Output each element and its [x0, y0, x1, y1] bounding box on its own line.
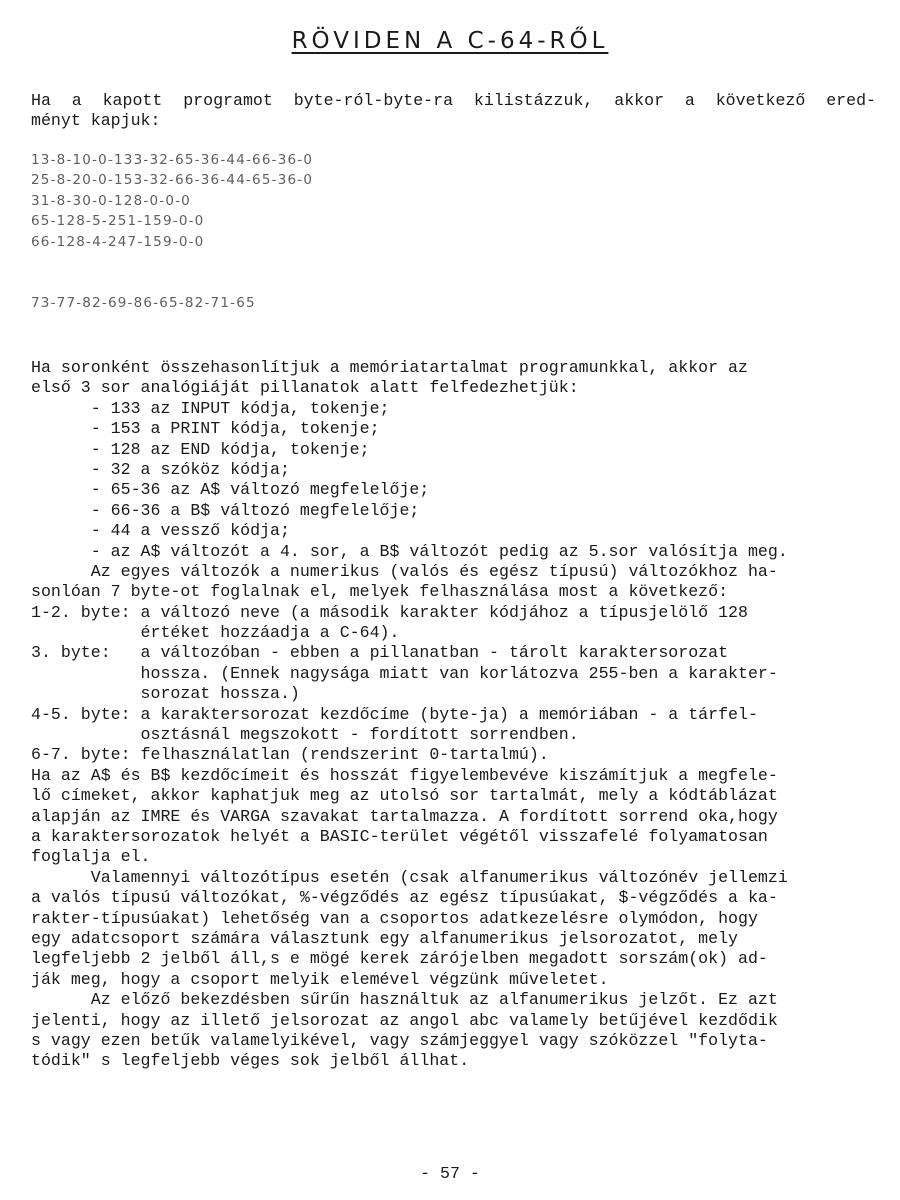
list-item: - az A$ változót a 4. sor, a B$ változót pedig az 5.sor valósítja meg.	[31, 541, 788, 561]
listing-line: 13-8-10-0-133-32-65-36-44-66-36-0	[31, 152, 314, 168]
text-line: egy adatcsoport számára választunk egy alfanumerikus jelsorozatot, mely	[31, 928, 739, 948]
list-item: - 133 az INPUT kódja, tokenje;	[31, 398, 390, 418]
text-line: ményt kapjuk:	[31, 111, 161, 131]
page-number: - 57 -	[420, 1164, 480, 1183]
text-line: Ha a kapott programot byte-ról-byte-ra kilistázzuk, akkor a következő ered-	[31, 91, 876, 110]
intro-paragraph	[31, 91, 876, 132]
byte-description: 6-7. byte: felhasználatlan (rendszerint 0-tartalmú).	[31, 745, 549, 765]
page-title: RÖVIDEN A C-64-RŐL	[291, 28, 609, 54]
list-item: - 65-36 az A$ változó megfelelője;	[31, 480, 430, 500]
text-line: a karaktersorozatok helyét a BASIC-terület végétől visszafelé folyamatosan	[31, 826, 768, 846]
text-line: Ha soronként összehasonlítjuk a memóriatartalmat programunkkal, akkor az	[31, 358, 748, 377]
byte-listing	[31, 150, 551, 252]
byte-description: hossza. (Ennek nagysága miatt van korlátozva 255-ben a karakter-	[31, 663, 778, 683]
text-line: foglalja el.	[31, 847, 151, 867]
byte-listing-last-line	[31, 293, 551, 313]
list-item: - 44 a vessző kódja;	[31, 521, 290, 541]
text-line: tódik" s legfeljebb véges sok jelből állhat.	[31, 1051, 470, 1071]
byte-description: sorozat hossza.)	[31, 684, 300, 704]
text-line: Az előző bekezdésben sűrűn használtuk az alfanumerikus jelzőt. Ez azt	[31, 990, 778, 1010]
text-line: s vagy ezen betűk valamelyikével, vagy számjeggyel vagy szóközzel "folyta-	[31, 1030, 768, 1050]
listing-line: 25-8-20-0-153-32-66-36-44-65-36-0	[31, 172, 314, 189]
byte-description: 1-2. byte: a változó neve (a második karakter kódjához a típusjelölő 128	[31, 602, 748, 622]
listing-line: 65-128-5-251-159-0-0	[31, 213, 205, 230]
text-line: sonlóan 7 byte-ot foglalnak el, melyek felhasználása most a következő:	[31, 582, 729, 602]
byte-description: osztásnál megszokott - fordított sorrendben.	[31, 725, 579, 745]
text-line: ják meg, hogy a csoport melyik elemével végzünk műveletet.	[31, 969, 609, 989]
text-line: lő címeket, akkor kaphatjuk meg az utolsó sor tartalmát, mely a kódtáblázat	[31, 786, 778, 806]
listing-line: 73-77-82-69-86-65-82-71-65	[31, 295, 256, 311]
list-item: - 32 a szóköz kódja;	[31, 459, 290, 479]
list-item: - 66-36 a B$ változó megfelelője;	[31, 500, 420, 520]
listing-line: 31-8-30-0-128-0-0-0	[31, 192, 191, 209]
listing-line: 66-128-4-247-159-0-0	[31, 233, 205, 250]
byte-description: értéket hozzáadja a C-64).	[31, 623, 400, 643]
body-text	[31, 358, 876, 1072]
text-line: Valamennyi változótípus esetén (csak alfanumerikus változónév jellemzi	[31, 867, 788, 887]
text-line: első 3 sor analógiáját pillanatok alatt felfedezhetjük:	[31, 378, 579, 398]
text-line: a valós típusú változókat, %-végződés az egész típusúakat, $-végződés a ka-	[31, 888, 778, 908]
text-line: Az egyes változók a numerikus (valós és egész típusú) változókhoz ha-	[31, 561, 778, 581]
text-line: alapján az IMRE és VARGA szavakat tartalmazza. A fordított sorrend oka,hogy	[31, 806, 778, 826]
text-line: legfeljebb 2 jelből áll,s e mögé kerek zárójelben megadott sorszám(ok) ad-	[31, 949, 768, 969]
text-line: rakter-típusúakat) lehetőség van a csoportos adatkezelésre olymódon, hogy	[31, 908, 758, 928]
list-item: - 153 a PRINT kódja, tokenje;	[31, 419, 380, 439]
byte-description: 4-5. byte: a karaktersorozat kezdőcíme (byte-ja) a memóriában - a tárfel-	[31, 704, 758, 724]
text-line: jelenti, hogy az illető jelsorozat az angol abc valamely betűjével kezdődik	[31, 1010, 778, 1030]
text-line: Ha az A$ és B$ kezdőcímeit és hosszát figyelembevéve kiszámítjuk a megfele-	[31, 765, 778, 785]
list-item: - 128 az END kódja, tokenje;	[31, 439, 370, 459]
byte-description: 3. byte: a változóban - ebben a pillanatban - tárolt karaktersorozat	[31, 643, 729, 663]
